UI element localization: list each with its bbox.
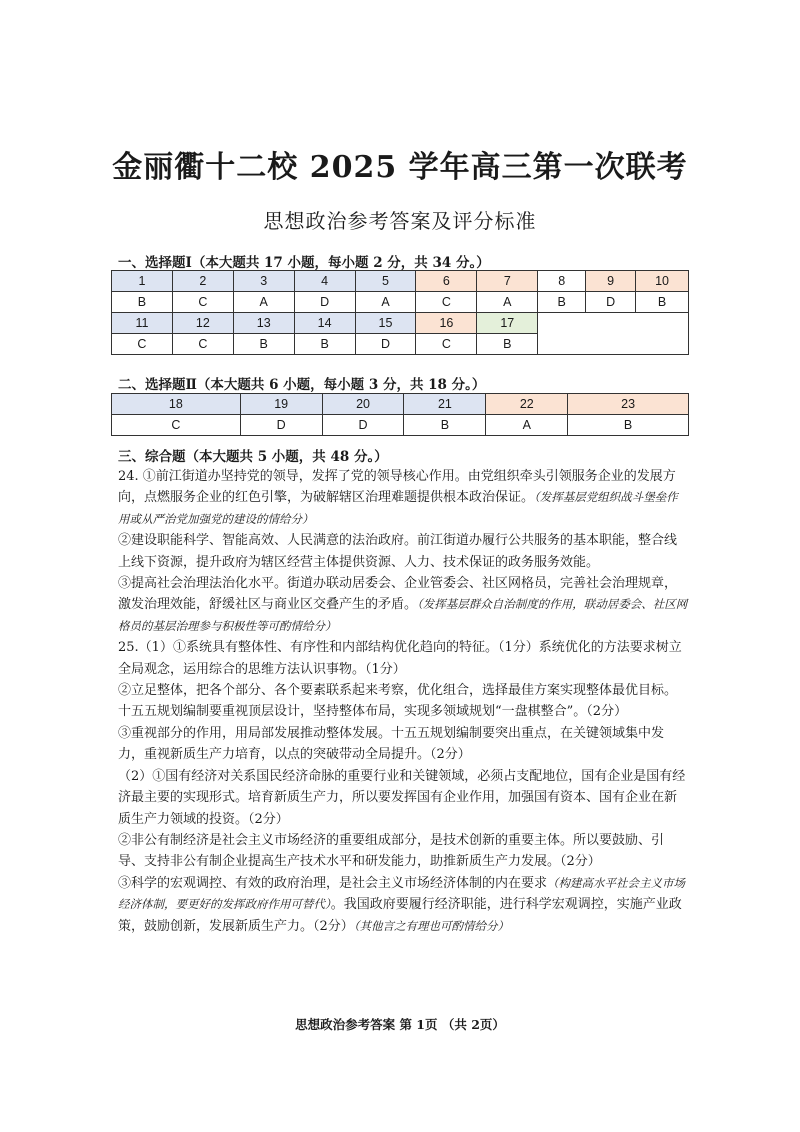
table-row [112,415,689,436]
answer-paragraph [118,466,688,530]
question-number: 16 [416,313,477,334]
answer-cell: A [486,415,568,436]
question-number: 14 [294,313,355,334]
table-row [112,394,689,415]
answer-cell: B [233,334,294,355]
scoring-note: （其他言之有理也可酌情给分） [353,918,510,933]
answer-text: 25.（1）①系统具有整体性、有序性和内部结构优化趋向的特征。（1分）系统优化的方法要求树立全局观念，运用综合的思维方法认识事物。（1分） [118,640,682,677]
answer-text: ③提高社会治理法治化水平。街道办联动居委会、企业管委会、社区网格员，完善社会治理规章，激发治理效能，舒缓社区与商业区交叠产生的矛盾。 [118,576,678,613]
section1-answer-table [111,270,689,355]
document-title: 金丽衢十二校 2025 学年高三第一次联考 [112,150,688,185]
question-number: 10 [636,271,689,292]
answer-cell: A [233,292,294,313]
scoring-note: （发挥基层党组织战斗堡垒作用或从严治党加强党的建设的情给分） [118,490,678,526]
table-row [112,292,689,313]
answer-cell: C [172,292,233,313]
document-subtitle: 思想政治参考答案及评分标准 [263,209,537,233]
answer-cell: B [112,292,173,313]
question-number: 11 [112,313,173,334]
section3-header: 三、综合题（本大题共 5 小题，共 48 分。） [118,449,388,465]
answer-paragraph [118,573,688,637]
question-number: 3 [233,271,294,292]
question-number: 18 [112,394,241,415]
answer-body [118,466,688,937]
section1-header: 一、选择题Ⅰ（本大题共 17 小题，每小题 2 分，共 34 分。） [118,255,490,271]
answer-text: 。我国政府要履行经济职能，进行科学宏观调控，实施产业政策，鼓励创新，发展新质生产力。（2分） [118,897,682,934]
question-number: 23 [568,394,689,415]
question-number: 20 [322,394,404,415]
section2-answer-table [111,393,689,436]
answer-paragraph [118,637,688,680]
answer-cell: C [416,334,477,355]
table-row [112,313,689,334]
question-number: 5 [355,271,416,292]
answer-cell: B [404,415,486,436]
answer-text: ②非公有制经济是社会主义市场经济的重要组成部分，是技术创新的重要主体。所以要鼓励、引导、支持非公有制企业提高生产技术水平和研发能力，助推新质生产力发展。（2分） [118,832,665,870]
question-number: 17 [477,313,538,334]
question-number: 1 [112,271,173,292]
question-number: 4 [294,271,355,292]
question-number: 6 [416,271,477,292]
table-row [112,271,689,292]
answer-cell: D [294,292,355,313]
answer-text: ②立足整体，把各个部分、各个要素联系起来考察，优化组合，选择最佳方案实现整体最优目标。十五五规划编制要重视顶层设计，坚持整体布局，实现多领域规划“一盘棋整合”。（2分） [118,683,678,720]
answer-cell: C [112,415,241,436]
question-number: 7 [477,271,538,292]
answer-cell: C [172,334,233,355]
question-number: 8 [538,271,586,292]
answer-paragraph [118,723,688,766]
answer-cell: B [477,334,538,355]
question-number: 2 [172,271,233,292]
answer-paragraph [118,766,688,830]
question-number: 9 [586,271,636,292]
answer-text: ③重视部分的作用，用局部发展推动整体发展。十五五规划编制要突出重点，在关键领域集中发力，重视新质生产力培育，以点的突破带动全局提升。（2分） [118,725,665,763]
answer-text: （2）①国有经济对关系国民经济命脉的重要行业和关键领域，必须占支配地位，国有企业是国有经济最主要的实现形式。培育新质生产力，所以要发挥国有企业作用，加强国有资本、国有企业在新质生产力领域的投资。（2分） [118,768,686,827]
answer-text: 24. ①前江街道办坚持党的领导，发挥了党的领导核心作用。由党组织牵头引领服务企业的发展方向，点燃服务企业的红色引擎，为破解辖区治理难题提供根本政治保证。 [118,469,676,506]
answer-cell: C [416,292,477,313]
answer-cell: D [322,415,404,436]
question-number: 21 [404,394,486,415]
question-number: 19 [240,394,322,415]
answer-paragraph [118,680,688,723]
answer-cell: B [636,292,689,313]
answer-cell: D [586,292,636,313]
answer-cell: B [294,334,355,355]
answer-paragraph [118,530,688,573]
section2-header: 二、选择题Ⅱ（本大题共 6 小题，每小题 3 分，共 18 分。） [118,377,486,393]
question-number: 13 [233,313,294,334]
scoring-note: （发挥基层群众自治制度的作用，联动居委会、社区网格员的基层治理参与积极性等可酌情给分） [118,597,688,633]
answer-paragraph [118,873,688,937]
empty-cell [538,313,689,355]
question-number: 12 [172,313,233,334]
answer-text: ③科学的宏观调控、有效的政府治理，是社会主义市场经济体制的内在要求 [118,875,548,891]
answer-cell: D [240,415,322,436]
answer-cell: C [112,334,173,355]
answer-cell: D [355,334,416,355]
scoring-note: （构建高水平社会主义市场经济体制，要更好的发挥政府作用可替代） [118,875,686,912]
answer-text: ②建设职能科学、智能高效、人民满意的法治政府。前江街道办履行公共服务的基本职能，整合线上线下资源，提升政府为辖区经营主体提供资源、人力、技术保证的政务服务效能。 [118,533,678,570]
page-footer: 思想政治参考答案 第 1页 （共 2页） [295,1017,505,1032]
answer-cell: B [538,292,586,313]
answer-cell: A [355,292,416,313]
answer-cell: B [568,415,689,436]
answer-cell: A [477,292,538,313]
question-number: 15 [355,313,416,334]
answer-paragraph [118,830,688,873]
question-number: 22 [486,394,568,415]
